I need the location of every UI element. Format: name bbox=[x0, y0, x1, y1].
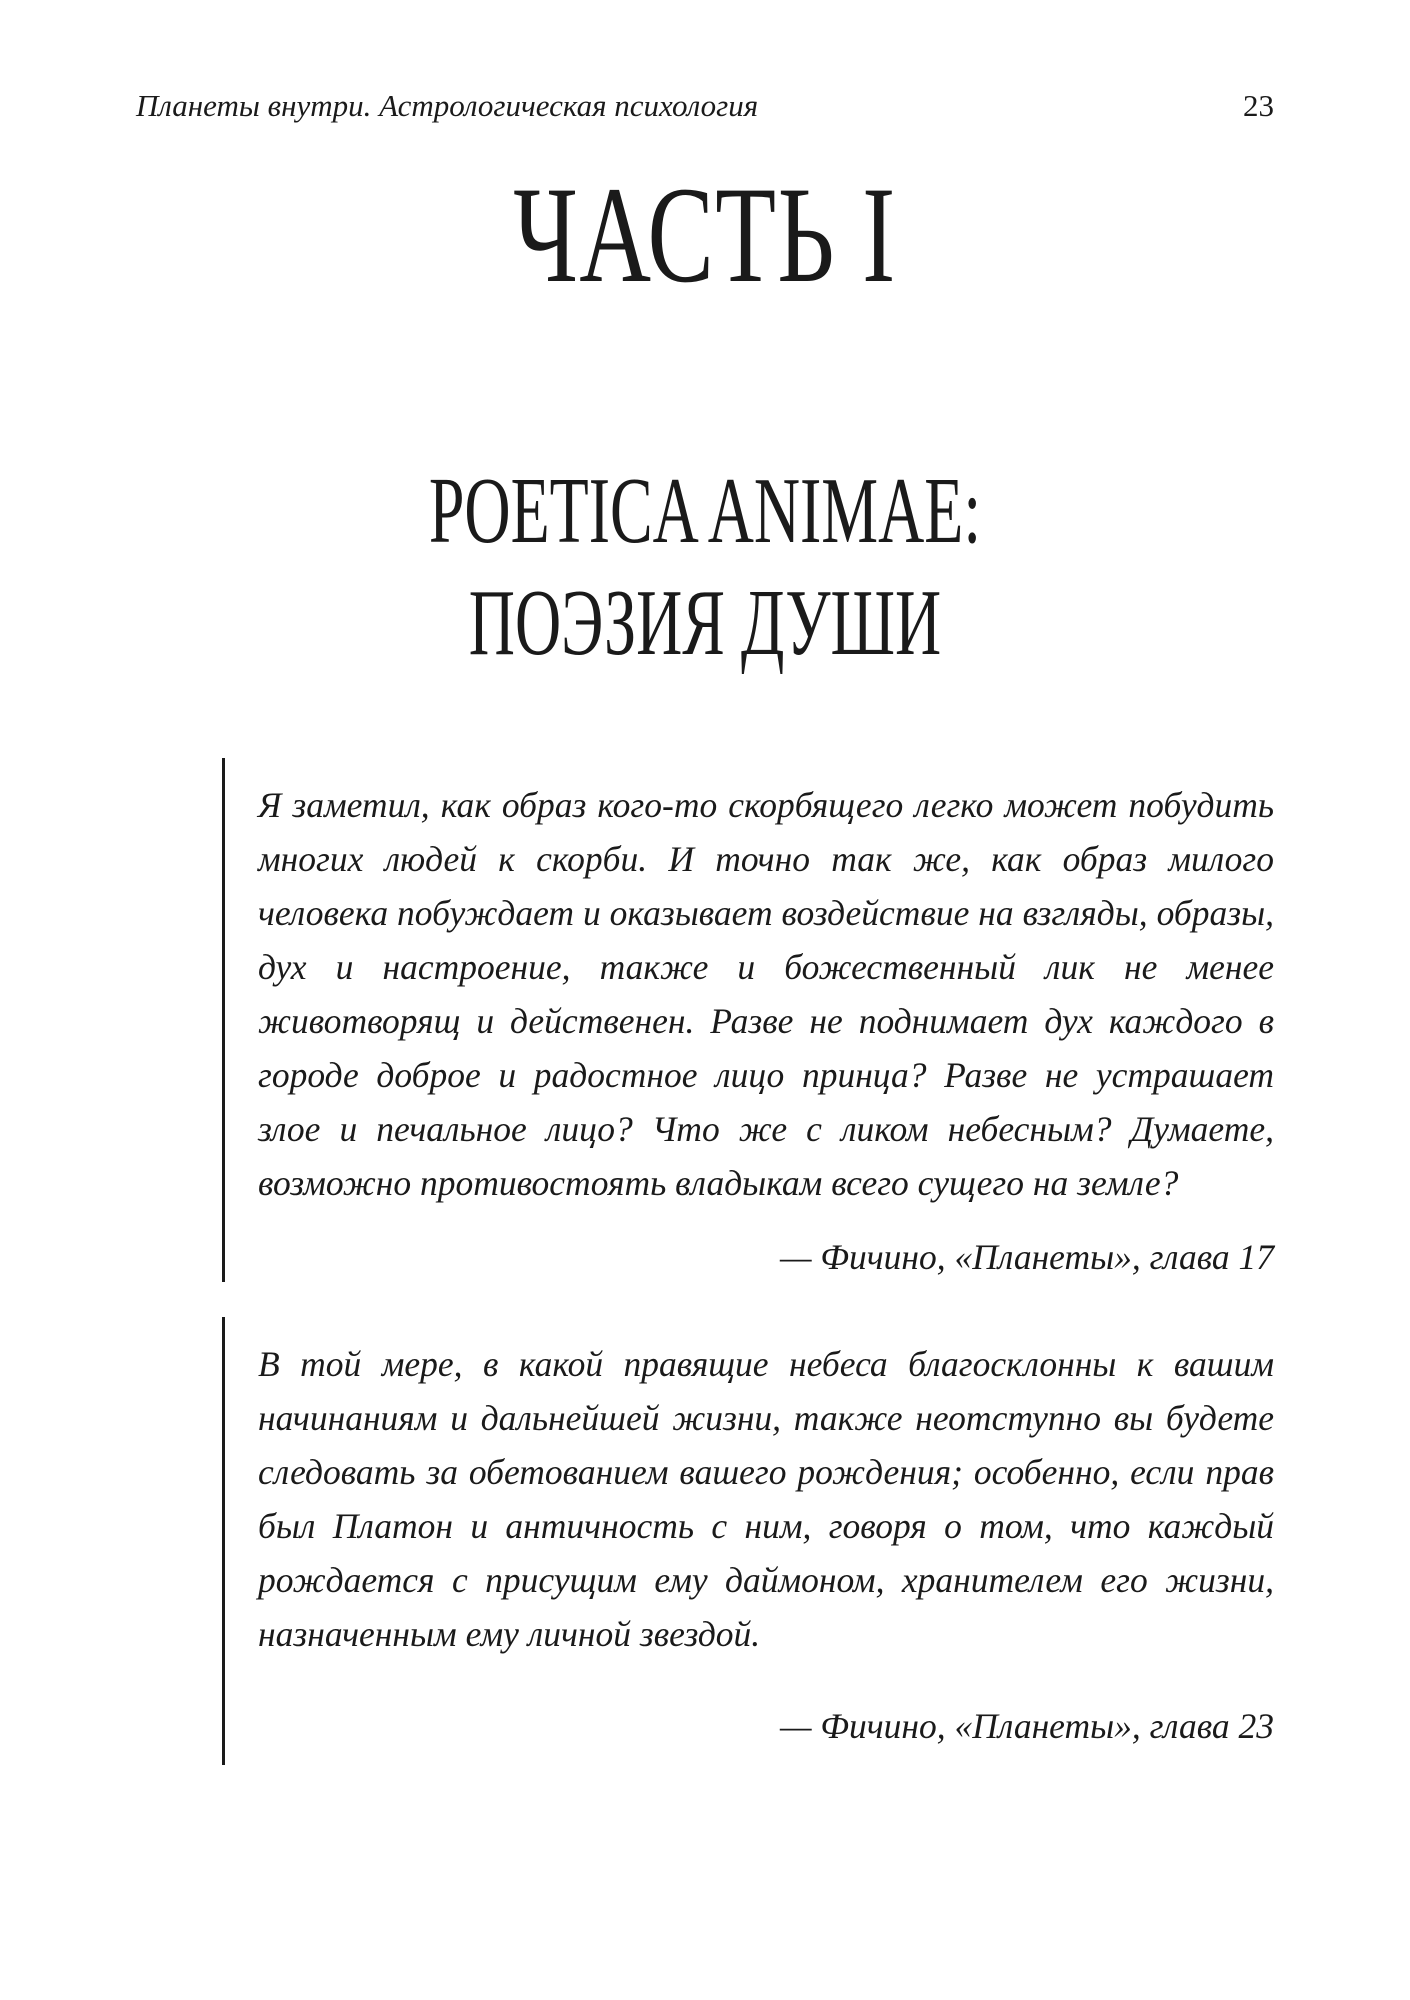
epigraph-attribution: — Фичино, «Планеты», глава 17 bbox=[779, 1237, 1274, 1277]
page-number: 23 bbox=[1243, 88, 1274, 123]
part-title: ЧАСТЬ I bbox=[513, 158, 897, 311]
epigraph-quote: В той мере, в какой правящие небеса благосклонны к вашим начинаниям и дальнейшей жизни, также неотступно вы будете следовать за обетованием вашего рождения; особенно, если прав был Платон и античность с ним, говоря о том, что каждый рождается с присущим ему даймоном, хранителем его жизни, назначенным ему личной звездой. bbox=[258, 1344, 1274, 1654]
chapter-title bbox=[226, 455, 1185, 679]
epigraph-quote: Я заметил, как образ кого-то скорбящего легко может побудить многих людей к скорби. И точно так же, как образ милого человека побуждает и оказывает воздействие на взгляды, образы, дух и настроение, также и божественный лик не менее животворящ и действенен. Разве не поднимает дух каждого в городе доброе и радостное лицо принца? Разве не устрашает злое и печальное лицо? Что же с ликом небесным? Думаете, возможно противостоять владыкам всего сущего на земле? bbox=[258, 785, 1274, 1203]
epigraph-attribution: — Фичино, «Планеты», глава 23 bbox=[779, 1706, 1274, 1746]
epigraph-block bbox=[222, 758, 1274, 1282]
epigraph-block bbox=[222, 1317, 1274, 1765]
chapter-title-line-1: POETICA ANIMAE: bbox=[428, 459, 982, 563]
running-title: Планеты внутри. Астрологическая психология bbox=[136, 88, 759, 123]
chapter-title-line-2: ПОЭЗИЯ ДУШИ bbox=[468, 571, 942, 675]
